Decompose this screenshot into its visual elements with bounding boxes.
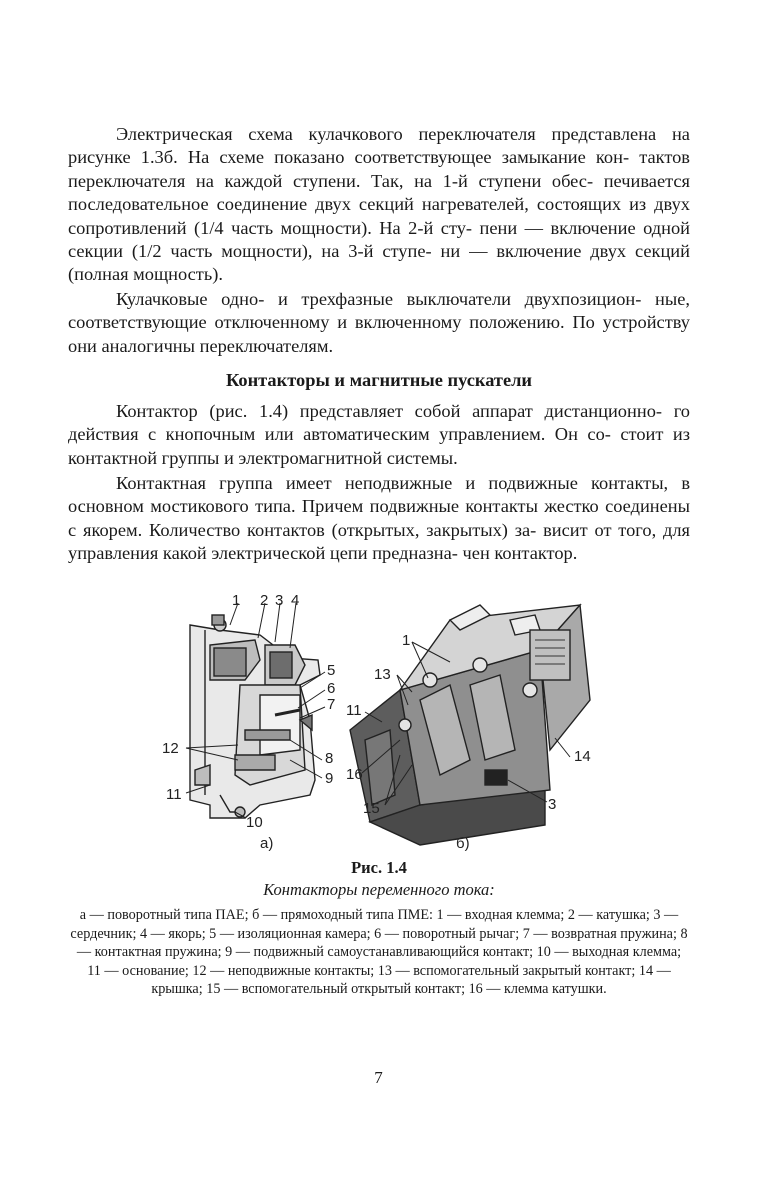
sub-label-a: а)	[260, 835, 274, 852]
page-number: 7	[374, 1068, 383, 1087]
label-a-2: 2	[260, 592, 269, 609]
paragraph-4	[68, 472, 690, 566]
label-b-1: 1	[402, 632, 411, 649]
label-b-11: 11	[346, 702, 362, 719]
label-b-14: 14	[574, 748, 591, 765]
paragraph-1	[68, 123, 690, 287]
contactor-a-drawing	[190, 615, 320, 818]
paragraph-text: Контактор (рис. 1.4) представляет собой аппарат дистанционно- го действия с кнопочным или автоматическим управлением. Он со- стоит из контактной группы и электромагнитной системы.	[68, 401, 690, 468]
paragraph-text: Электрическая схема кулачкового переключателя представлена на рисунке 1.3б. На схеме показано соответствующее замыкание кон- тактов переключателя на каждой ступени. Так, на 1-й ступени обес- печивается последовательное соединение двух секций нагревателей, состоящих из двух сопротивлений (1/4 часть мощности). На 2-й сту- пени — включение одной секции (1/2 часть мощности), на 3-й ступе- ни — включение двух секций (полная мощность).	[68, 124, 691, 285]
sub-label-b: б)	[456, 835, 470, 852]
label-a-6: 6	[327, 680, 336, 697]
label-a-7: 7	[327, 696, 336, 713]
label-a-5: 5	[327, 662, 336, 679]
label-b-13: 13	[374, 666, 391, 683]
figure-contactors	[150, 590, 620, 855]
label-b-16: 16	[346, 766, 363, 783]
paragraph-text: Контактная группа имеет неподвижные и подвижные контакты, в основном мостикового типа. Причем подвижные контакты жестко соединены с якорем. Количество контактов (открытых, закрытых) за- висит от того, для управления какой электрической цепи предназна- чен контактор.	[68, 473, 690, 564]
label-a-4: 4	[291, 592, 300, 609]
contactor-drawings	[150, 590, 620, 855]
label-a-11: 11	[166, 786, 182, 803]
paragraph-text: Кулачковые одно- и трехфазные выключатели двухпозицион- ные, соответствующие отключенному и включенному положению. По устройству они аналогичны переключателям.	[68, 289, 690, 356]
label-a-1: 1	[232, 592, 241, 609]
label-b-15: 15	[363, 800, 380, 817]
label-b-3: 3	[548, 796, 557, 813]
figure-caption-subtitle: Контакторы переменного тока:	[263, 880, 495, 899]
label-a-12: 12	[162, 740, 179, 757]
label-a-3: 3	[275, 592, 284, 609]
figure-caption-title: Рис. 1.4	[351, 858, 407, 877]
figure-legend: а — поворотный типа ПАЕ; б — прямоходный типа ПМЕ: 1 — входная клемма; 2 — катушка; 3 — сердечник; 4 — якорь; 5 — изоляционная камера; 6 — поворотный рычаг; 7 — возвратная пружина; 8 — контактная пружина; 9 — подвижный самоустанавливающийся контакт; 10 — выходная клемма; 11 — основание; 12 — неподвижные контакты; 13 — вспомогательный закрытый контакт; 14 — крышка; 15 — вспомогательный открытый контакт; 16 — клемма катушки.	[70, 907, 688, 998]
paragraph-3	[68, 400, 690, 470]
label-a-9: 9	[325, 770, 334, 787]
paragraph-2	[68, 288, 690, 358]
label-a-10: 10	[246, 814, 263, 831]
section-heading: Контакторы и магнитные пускатели	[225, 370, 533, 390]
label-a-8: 8	[325, 750, 334, 767]
